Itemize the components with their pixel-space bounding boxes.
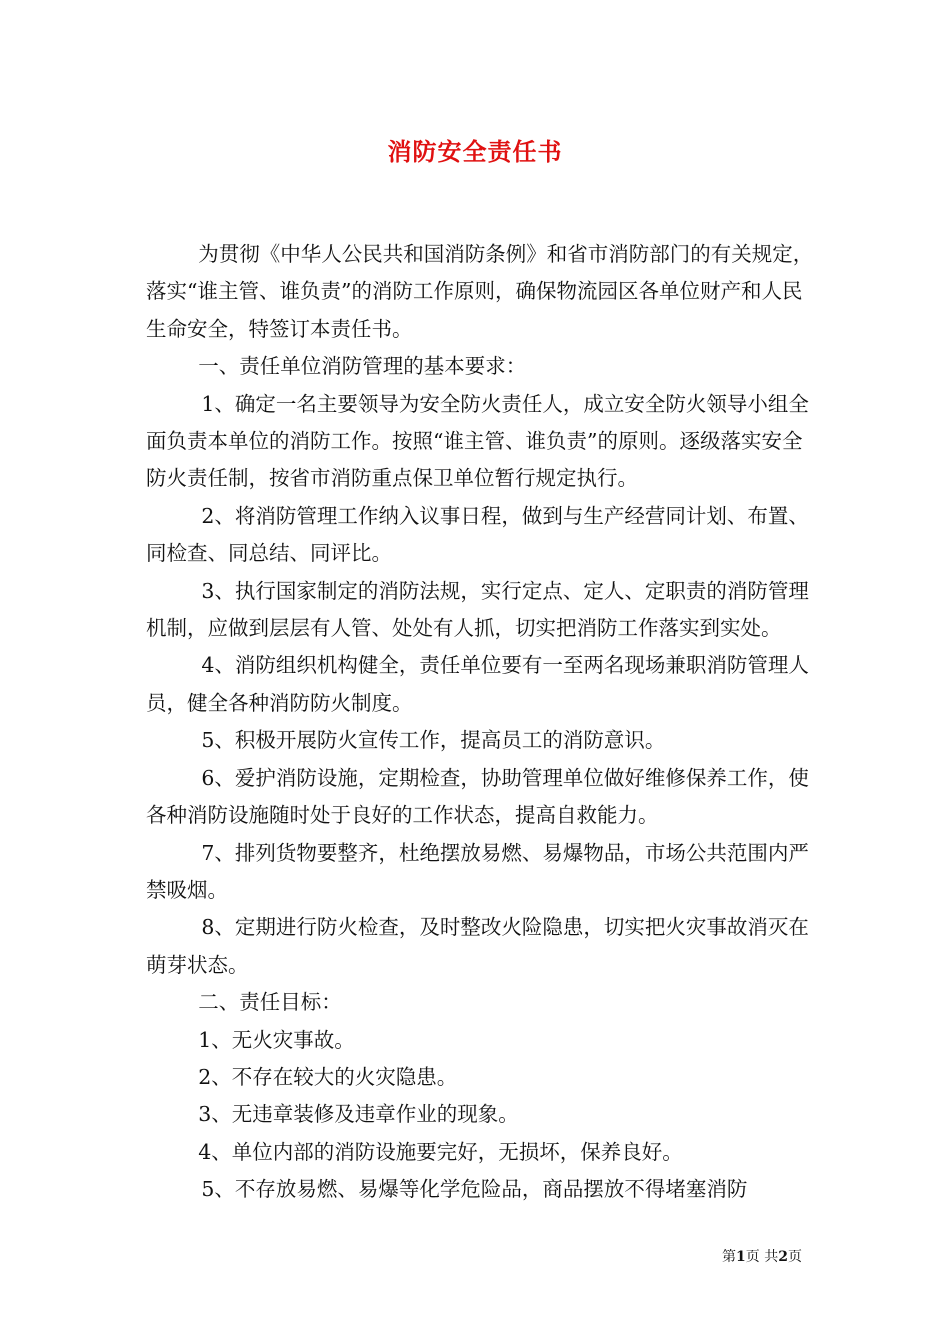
document-title: 消防安全责任书 [387, 137, 563, 166]
section-heading-targets: 二、责任目标： [198, 990, 342, 1015]
requirement-item-4: 4、消防组织机构健全，责任单位要有一至两名现场兼职消防管理人员，健全各种消防防火制度。 [146, 653, 809, 715]
requirement-item-3: 3、执行国家制定的消防法规，实行定点、定人、定职责的消防管理机制，应做到层层有人管、处处有人抓，切实把消防工作落实到实处。 [146, 578, 809, 641]
document-body [146, 236, 816, 1209]
target-item-3: 3、无违章装修及违章作业的现象。 [198, 1102, 519, 1127]
requirement-item-6: 6、爱护消防设施，定期检查，协助管理单位做好维修保养工作，使各种消防设施随时处于良好的工作状态，提高自救能力。 [146, 765, 809, 828]
target-item-5: 5、不存放易燃、易爆等化学危险品，商品摆放不得堵塞消防 [201, 1177, 748, 1202]
current-page-number: 1 [736, 1249, 746, 1265]
intro-paragraph: 为贯彻《中华人公民共和国消防条例》和省市消防部门的有关规定，落实“谁主管、谁负责”的消防工作原则，确保物流园区各单位财产和人民生命安全，特签订本责任书。 [146, 242, 814, 341]
requirement-item-5: 5、积极开展防火宣传工作，提高员工的消防意识。 [201, 728, 666, 753]
requirement-item-8: 8、定期进行防火检查，及时整改火险隐患，切实把火灾事故消灭在萌芽状态。 [146, 915, 809, 977]
requirement-item-7: 7、排列货物要整齐，杜绝摆放易燃、易爆物品，市场公共范围内严禁吸烟。 [146, 840, 809, 902]
footer-middle: 页 共 [745, 1249, 779, 1265]
requirement-item-2: 2、将消防管理工作纳入议事日程，做到与生产经营同计划、布置、同检查、同总结、同评比。 [146, 503, 809, 566]
target-item-1: 1、无火灾事故。 [198, 1027, 355, 1052]
section-heading-requirements: 一、责任单位消防管理的基本要求： [198, 354, 527, 379]
target-item-2: 2、不存在较大的火灾隐患。 [198, 1064, 458, 1089]
target-item-4: 4、单位内部的消防设施要完好，无损坏，保养良好。 [198, 1139, 683, 1164]
total-pages-number: 2 [778, 1249, 788, 1265]
footer-prefix: 第 [722, 1249, 736, 1265]
requirement-item-1: 1、确定一名主要领导为安全防火责任人，成立安全防火领导小组全面负责本单位的消防工作。按照“谁主管、谁负责”的原则。逐级落实安全防火责任制，按省市消防重点保卫单位暂行规定执行。 [146, 391, 809, 491]
footer-suffix: 页 [787, 1249, 802, 1265]
page-number-footer [722, 1246, 802, 1266]
